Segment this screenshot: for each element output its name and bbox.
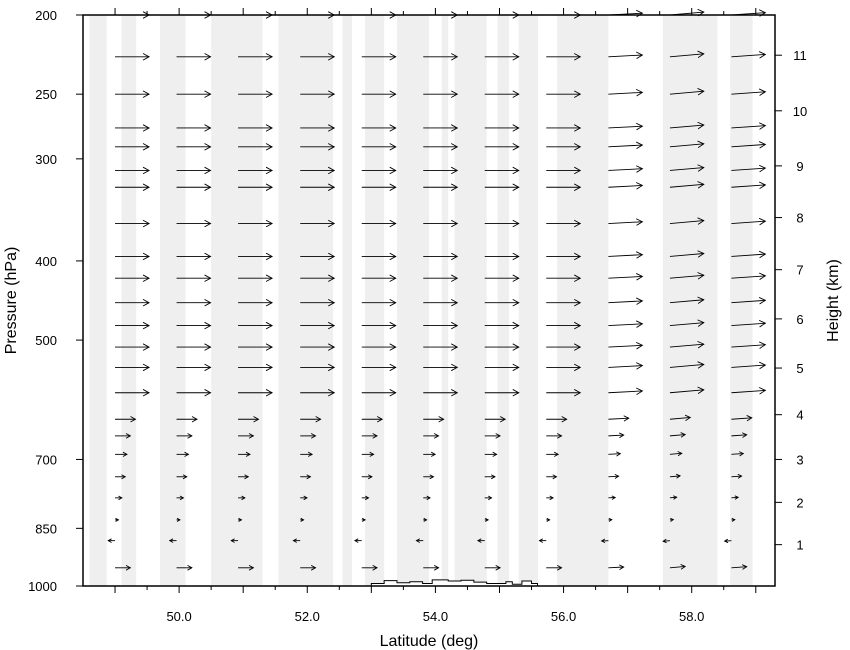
wind-vector: [608, 89, 642, 96]
wind-vector: [608, 363, 642, 370]
pressure-tick-label: 1000: [28, 579, 57, 594]
height-axis-ticks: [775, 48, 807, 552]
wind-vector: [608, 182, 642, 189]
wind-vector-shaft: [608, 345, 642, 347]
wind-vector: [608, 433, 623, 438]
wind-vector: [485, 518, 488, 521]
height-axis-title: Height (km): [825, 259, 842, 342]
wind-vector: [608, 321, 642, 328]
wind-vector: [608, 474, 618, 478]
pressure-tick-label: 250: [35, 87, 57, 103]
shaded-band: [211, 15, 262, 586]
wind-vector: [546, 452, 558, 456]
wind-vector-shaft: [608, 222, 642, 224]
wind-vector-shaft: [608, 185, 642, 187]
wind-vector: [546, 518, 549, 521]
height-tick-label: 4: [796, 407, 804, 423]
wind-vector: [608, 416, 628, 421]
height-tick-label: 3: [796, 452, 804, 468]
wind-vector: [485, 565, 500, 570]
shaded-band: [365, 15, 384, 586]
wind-vector-shaft: [608, 55, 642, 57]
wind-vector: [115, 518, 118, 521]
height-tick-label: 11: [793, 48, 807, 64]
wind-vector: [546, 475, 556, 479]
wind-vector: [355, 539, 362, 543]
x-tick-label: 50.0: [166, 609, 192, 624]
wind-vector-shaft: [608, 169, 642, 171]
wind-vector-shaft: [608, 145, 642, 147]
x-tick-label: 58.0: [679, 609, 705, 624]
terrain-step-line: [371, 580, 537, 586]
wind-vector: [546, 433, 561, 438]
height-tick-label: 8: [796, 210, 804, 226]
wind-vector-shaft: [608, 391, 642, 393]
wind-vector-shaft: [608, 301, 642, 303]
wind-vector-shaft: [608, 126, 642, 128]
wind-vector: [485, 417, 505, 422]
wind-vector-shaft: [608, 276, 642, 278]
wind-vector: [608, 342, 642, 349]
height-tick-label: 1: [796, 537, 804, 553]
wind-vector: [608, 52, 642, 59]
height-tick-label: 2: [796, 495, 804, 511]
wind-vector-shaft: [608, 255, 642, 257]
pressure-axis-ticks: [28, 8, 83, 594]
wind-vector: [608, 219, 642, 226]
wind-vector: [115, 496, 122, 500]
pressure-tick-label: 700: [35, 452, 57, 468]
x-tick-label: 54.0: [422, 609, 449, 624]
wind-vector: [108, 539, 115, 543]
wind-vector-shaft: [608, 454, 620, 455]
wind-vector-shaft: [608, 366, 642, 368]
height-tick-label: 7: [796, 262, 804, 278]
wind-vector: [546, 417, 566, 422]
wind-vector-shaft: [608, 435, 623, 436]
shaded-band: [343, 15, 353, 586]
terrain-outline: [371, 580, 537, 586]
wind-vector: [608, 166, 642, 173]
shaded-band: [557, 15, 608, 586]
x-tick-label: 52.0: [294, 609, 320, 624]
wind-vector: [608, 123, 642, 130]
shaded-band: [121, 15, 136, 586]
wind-vector: [608, 273, 642, 280]
shaded-band: [730, 15, 752, 586]
pressure-tick-label: 200: [35, 8, 57, 23]
wind-vector-shaft: [608, 92, 642, 94]
wind-vector: [608, 142, 642, 149]
wind-vector: [608, 298, 642, 305]
wind-vector: [608, 518, 611, 521]
pressure-tick-label: 300: [35, 151, 57, 167]
wind-vector: [608, 252, 642, 259]
height-tick-label: 6: [796, 311, 804, 327]
shaded-band: [89, 15, 106, 586]
wind-vector: [608, 565, 623, 570]
pressure-tick-label: 400: [35, 253, 57, 269]
shaded-band: [498, 15, 510, 586]
x-axis-title: Latitude (deg): [379, 633, 479, 650]
shaded-band: [278, 15, 332, 586]
wind-vector: [608, 452, 620, 456]
shaded-band: [455, 15, 487, 586]
wind-vector-shaft: [608, 567, 623, 568]
height-tick-label: 9: [796, 158, 804, 174]
wind-vector: [546, 565, 561, 570]
shaded-band: [442, 15, 448, 586]
wind-vector: [362, 518, 365, 521]
wind-vector-shaft: [608, 418, 628, 419]
wind-vector: [608, 388, 642, 395]
wind-vector: [608, 10, 642, 17]
height-tick-label: 10: [792, 103, 808, 119]
shaded-band: [160, 15, 186, 586]
pressure-tick-label: 500: [35, 333, 57, 349]
wind-vector: [608, 496, 615, 500]
x-tick-label: 56.0: [550, 609, 577, 624]
shaded-band: [519, 15, 538, 586]
wind-vector-shaft: [608, 324, 642, 326]
shaded-band: [397, 15, 429, 586]
wind-vector: [485, 433, 500, 438]
shaded-bands: [89, 15, 752, 586]
pressure-axis-title: Pressure (hPa): [3, 246, 20, 355]
height-tick-label: 5: [796, 361, 804, 377]
wind-vector: [539, 539, 546, 543]
pressure-tick-label: 850: [35, 521, 57, 537]
wind-vector: [546, 496, 553, 500]
